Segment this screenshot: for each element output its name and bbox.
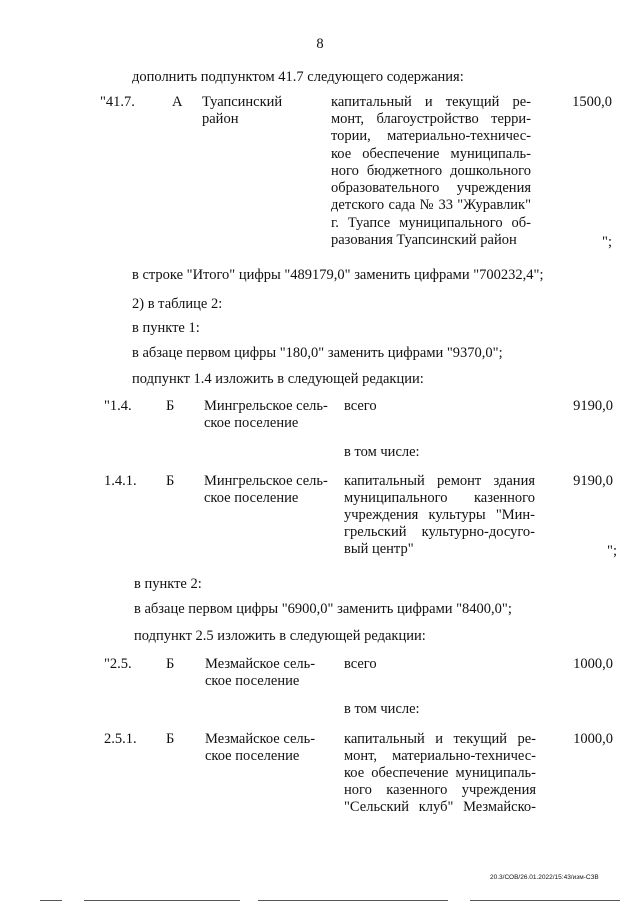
paragraph-table2: 2) в таблице 2: — [132, 296, 223, 312]
row-desc-line: тории, материально-техничес- — [331, 128, 531, 144]
paragraph-sub25: подпункт 2.5 изложить в следующей редакции: — [134, 628, 426, 644]
row-category: Б — [166, 656, 175, 672]
row-place-line: район — [202, 111, 239, 127]
paragraph-point1: в пункте 1: — [132, 320, 200, 336]
paragraph-itogo: в строке "Итого" цифры "489179,0" заменить цифрами "700232,4"; — [132, 267, 544, 283]
page-number: 8 — [316, 36, 324, 52]
row-desc-line: грельский культурно-досуго- — [344, 524, 535, 540]
row-place-line: Мезмайское сель- — [205, 731, 316, 747]
row-amount: 9190,0 — [573, 473, 613, 489]
row-place-line: ское поселение — [205, 673, 300, 689]
row-amount: 9190,0 — [573, 398, 613, 414]
paragraph-sub14: подпункт 1.4 изложить в следующей редакции: — [132, 371, 424, 387]
row-place-line: Мезмайское сель- — [205, 656, 316, 672]
bottom-scan-rule — [40, 900, 62, 901]
row-amount: 1000,0 — [573, 731, 613, 747]
row-number: "1.4. — [104, 398, 132, 414]
row-desc-line: разования Туапсинский район — [331, 232, 517, 248]
row-desc-line: ного казенного учреждения — [344, 782, 536, 798]
row-place-line: Мингрельское сель- — [204, 398, 328, 414]
row-desc-line: капитальный и текущий ре- — [344, 731, 536, 747]
row-category: Б — [166, 473, 175, 489]
row-desc-line: муниципального казенного — [344, 490, 535, 506]
bottom-scan-rule — [84, 900, 240, 901]
row-number: 2.5.1. — [104, 731, 137, 747]
row-desc-line: всего — [344, 656, 377, 672]
row-category: А — [172, 94, 183, 110]
row-desc-line: г. Туапсе муниципального об- — [331, 215, 531, 231]
row-place-line: ское поселение — [205, 748, 300, 764]
row-desc-line: капитальный ремонт здания — [344, 473, 535, 489]
row-category: Б — [166, 731, 175, 747]
row-place-line: Туапсинский — [202, 94, 283, 110]
row-category: Б — [166, 398, 175, 414]
row-desc-line: монт, материально-техничес- — [344, 748, 536, 764]
row-desc-line: кое обеспечение муниципаль- — [344, 765, 536, 781]
row-closing-quote: "; — [607, 543, 617, 559]
row-desc-line: образовательного учреждения — [331, 180, 531, 196]
row-place-line: Мингрельское сель- — [204, 473, 328, 489]
row-desc-line: "Сельский клуб" Мезмайско- — [344, 799, 536, 815]
paragraph-abzac1: в абзаце первом цифры "180,0" заменить цифрами "9370,0"; — [132, 345, 503, 361]
row-place-line: ское поселение — [204, 490, 299, 506]
row-desc-line: детского сада № 33 "Журавлик" — [331, 197, 531, 213]
row-desc-line: кое обеспечение муниципаль- — [331, 146, 531, 162]
row-desc-line: ного бюджетного дошкольного — [331, 163, 531, 179]
row-closing-quote: "; — [602, 234, 612, 250]
in-that-number-label: в том числе: — [344, 701, 420, 717]
bottom-scan-rule — [470, 900, 620, 901]
row-amount: 1000,0 — [573, 656, 613, 672]
row-desc-line: монт, благоустройство терри- — [331, 111, 531, 127]
row-place-line: ское поселение — [204, 415, 299, 431]
row-number: "2.5. — [104, 656, 132, 672]
row-desc-line: капитальный и текущий ре- — [331, 94, 531, 110]
row-desc-line: учреждения культуры "Мин- — [344, 507, 535, 523]
row-number: "41.7. — [100, 94, 135, 110]
intro-paragraph: дополнить подпунктом 41.7 следующего содержания: — [132, 69, 464, 85]
row-desc-line: всего — [344, 398, 377, 414]
paragraph-abzac2: в абзаце первом цифры "6900,0" заменить цифрами "8400,0"; — [134, 601, 512, 617]
in-that-number-label: в том числе: — [344, 444, 420, 460]
paragraph-point2: в пункте 2: — [134, 576, 202, 592]
row-number: 1.4.1. — [104, 473, 137, 489]
row-amount: 1500,0 — [572, 94, 612, 110]
bottom-scan-rule — [258, 900, 448, 901]
footer-document-code: 20.3/СОВ/26.01.2022/15:43/изм-СЗВ — [490, 874, 599, 881]
row-desc-line: вый центр" — [344, 541, 414, 557]
